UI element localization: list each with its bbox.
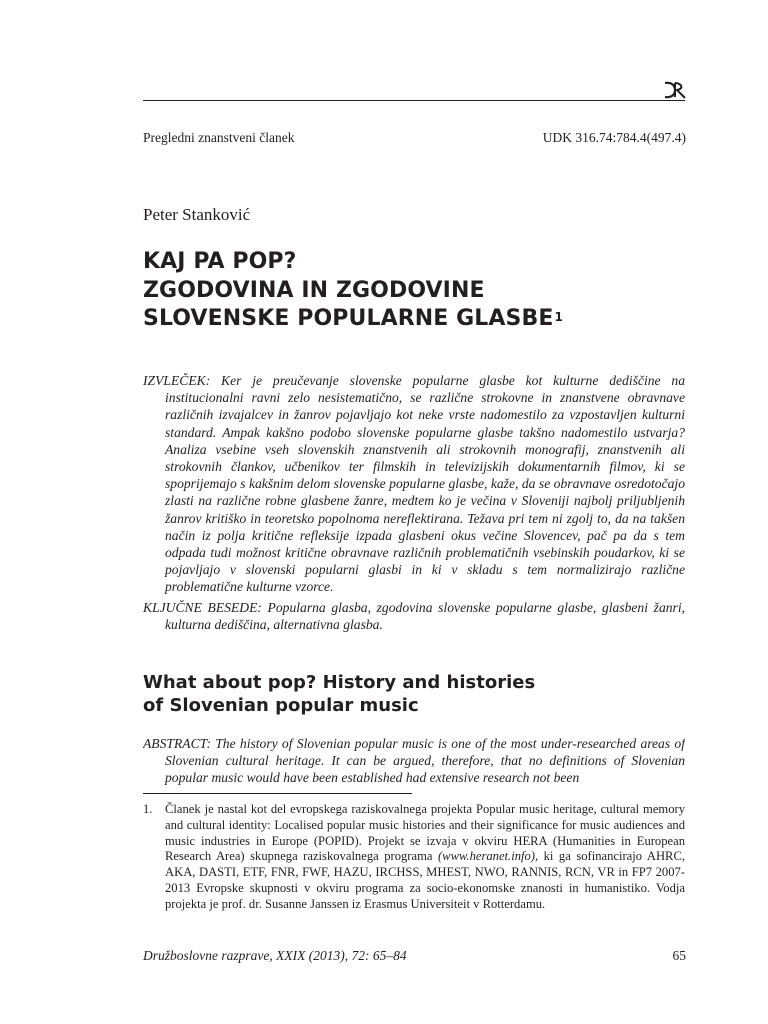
kljucne-text: Popularna glasba, zgodovina slovenske popularne glasbe, glasbeni žanri, kulturna dediščina, alternativna glasba. [165,600,685,633]
title-line: KAJ PA POP? [143,249,297,274]
footnote-text: Članek je nastal kot del evropskega raziskovalnega projekta Popular music heritage, cultural memory and cultural identity: Localised popular music histories and their significance for music audiences and music industries in Europe (POPID). Projekt se izvaja v okviru HERA (Humanities in European Research Area) skupnega raziskovalnega programa [165,802,685,864]
article-title [143,248,703,334]
footnote-rule [143,793,412,794]
article-type: Pregledni znanstveni članek [143,130,295,145]
english-abstract [143,735,685,787]
izvlecek-label: IZVLEČEK: [143,373,211,388]
header-rule [143,100,685,101]
english-title-line: of Slovenian popular music [143,695,419,716]
journal-citation: Družboslovne razprave, XXIX (2013), 72: 65–84 [143,948,407,963]
title-line: SLOVENSKE POPULARNE GLASBE$^1$ [143,306,563,331]
abstract-label: ABSTRACT: [143,736,211,751]
kljucne-label: KLJUČNE BESEDE: [143,600,262,615]
abstract-text: The history of Slovenian popular music is one of the most under-researched areas of Slovenian cultural heritage. It can be argued, therefore, that no definitions of Slovenian popular music would have been established had extensive research not been [165,736,685,786]
page-number: 65 [672,948,686,963]
izvlecek-text: Ker je preučevanje slovenske popularne glasbe kot kulturne dediščine na institucionalni ravni zelo nesistematično, se različne strokovne in znanstvene obravnave različnih izvajalcev in žanrov pojavljajo kot neke vrste nadomestilo za vzpostavljen kulturni standard. Ampak kakšno podobo slovenske popularne glasbe takšno nadomestilo ustvarja? Analiza vsebine vseh slovenskih znanstvenih ali strokovnih monografij, znanstvenih ali strokovnih člankov, učbenikov ter filmskih in televizijskih dokumentarnih filmov, ki se spoprijemajo s kakšnim delom slovenske popularne glasbe, kaže, da se obravnave osredotočajo zlasti na različne robne glasbene žanre, medtem ko je večina v Sloveniji najbolj priljubljenih žanrov kritiško in teoretsko popolnoma nereflektirana. Težava pri tem ni zgolj to, da na takšen način iz polja kritične refleksije izpada glasbeni okus večine Slovencev, pač pa da s tem odpada tudi možnost kritične obravnave različnih problematičnih vsebinskih poudarkov, ki se pojavljajo v slovenski popularni glasbi in ki v skladu s tem normalizirajo različne problematične kulturne vzorce. [165,373,685,595]
heranet-link[interactable]: (www.heranet.info) [437,849,535,864]
author-name: Peter Stanković [143,205,251,224]
kljucne-besede [143,599,685,633]
footnote-number: 1. [143,802,153,816]
footnote-text-continued: , ki ga sofinancirajo AHRC, AKA, DASTI, ETF, FNR, FWF, HAZU, IRCHSS, MHEST, NWO, RANNIS, RCN, VR in FP7 2007-2013 Evropske skupnosti v okviru programa za socio-ekonomske znanosti in humanistiko. Vodja projekta je prof. dr. Susanne Janssen iz Erasmus Universiteit v Rotterdamu. [165,849,686,911]
title-footnote-mark[interactable]: 1 [554,310,563,324]
english-title [143,671,703,717]
title-line: ZGODOVINA IN ZGODOVINE [143,277,485,303]
udk-code: UDK 316.74:784.4(497.4) [542,130,686,145]
footnote [143,802,685,913]
dr-journal-logo-icon [663,81,687,99]
english-title-line: What about pop? History and histories [143,672,536,693]
izvlecek-abstract [143,372,685,596]
